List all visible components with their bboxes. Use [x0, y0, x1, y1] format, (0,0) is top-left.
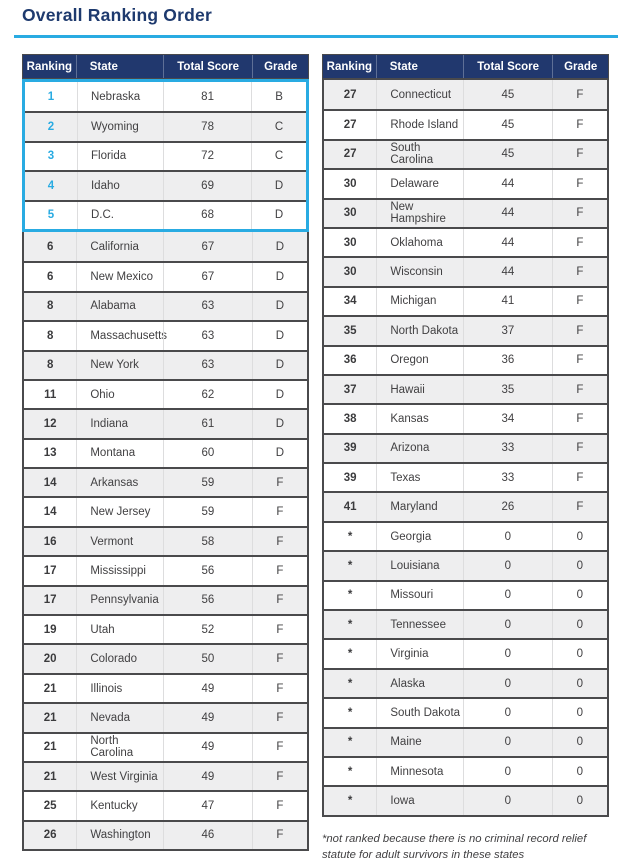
table-row — [24, 732, 307, 761]
state-cell: Arkansas — [76, 469, 163, 496]
rank-cell: 12 — [43, 417, 57, 430]
state-cell: Indiana — [76, 410, 163, 437]
state-cell: Utah — [76, 616, 163, 643]
grade-cell: D — [252, 381, 307, 408]
state-cell: D.C. — [77, 202, 163, 229]
grade-cell: 0 — [552, 611, 607, 638]
score-cell: 63 — [163, 352, 252, 379]
rank-cell: 6 — [46, 240, 54, 253]
state-cell: Vermont — [76, 528, 163, 555]
score-cell: 72 — [163, 143, 251, 170]
grade-cell: F — [552, 229, 607, 256]
table-row — [324, 609, 607, 638]
rank-cell: 35 — [343, 324, 357, 337]
table-row — [25, 82, 306, 111]
rank-cell: * — [347, 736, 353, 749]
rank-cell: 13 — [43, 447, 57, 460]
table-row — [24, 585, 307, 614]
grade-cell: F — [552, 347, 607, 374]
state-cell: New Mexico — [76, 263, 163, 290]
table-row — [324, 168, 607, 197]
rank-cell: 30 — [343, 177, 357, 190]
grade-cell: 0 — [552, 787, 607, 814]
rank-cell: 36 — [343, 354, 357, 367]
table-row — [324, 80, 607, 109]
state-cell: Illinois — [76, 675, 163, 702]
state-cell: Michigan — [376, 288, 463, 315]
ranking-tables — [22, 54, 611, 864]
grade-cell: F — [252, 763, 307, 790]
table-row — [24, 614, 307, 643]
score-cell: 46 — [163, 822, 252, 849]
grade-cell: F — [552, 435, 607, 462]
rank-cell: 21 — [43, 770, 57, 783]
rank-cell: * — [347, 648, 353, 661]
score-cell: 49 — [163, 675, 252, 702]
grade-cell: D — [251, 172, 306, 199]
rank-cell: 27 — [343, 148, 357, 161]
score-cell: 63 — [163, 293, 252, 320]
table-row — [324, 256, 607, 285]
table-header-right — [322, 54, 609, 79]
state-cell: North Carolina — [76, 734, 163, 761]
header-cell-grade: Grade — [252, 55, 308, 78]
state-cell: Washington — [76, 822, 163, 849]
top-five-highlight-body — [22, 79, 309, 232]
rank-cell: 19 — [43, 623, 57, 636]
rank-cell: 6 — [46, 271, 54, 284]
score-cell: 63 — [163, 322, 252, 349]
table-row — [324, 785, 607, 814]
score-cell: 45 — [463, 80, 552, 109]
rank-cell: 17 — [43, 564, 57, 577]
score-cell: 59 — [163, 498, 252, 525]
rank-cell: 11 — [44, 388, 57, 401]
score-cell: 36 — [463, 347, 552, 374]
state-cell: Wyoming — [77, 113, 163, 140]
rank-cell: 14 — [43, 476, 57, 489]
state-cell: Maine — [376, 729, 463, 756]
score-cell: 81 — [163, 82, 251, 111]
table-body-left — [22, 232, 309, 851]
table-row — [24, 379, 307, 408]
score-cell: 0 — [463, 552, 552, 579]
rank-cell: 8 — [46, 329, 54, 342]
rank-cell: 16 — [43, 535, 57, 548]
header-cell-total-score: Total Score — [163, 55, 252, 78]
table-row — [24, 232, 307, 261]
score-cell: 49 — [163, 704, 252, 731]
rank-cell: 14 — [43, 506, 57, 519]
score-cell: 0 — [463, 729, 552, 756]
state-cell: South Dakota — [376, 699, 463, 726]
state-cell: Delaware — [376, 170, 463, 197]
score-cell: 44 — [463, 229, 552, 256]
table-row — [324, 697, 607, 726]
score-cell: 49 — [163, 734, 252, 761]
table-row — [24, 496, 307, 525]
grade-cell: F — [552, 317, 607, 344]
score-cell: 0 — [463, 787, 552, 814]
grade-cell: F — [552, 376, 607, 403]
score-cell: 61 — [163, 410, 252, 437]
score-cell: 45 — [463, 141, 552, 168]
table-row — [324, 550, 607, 579]
grade-cell: C — [251, 143, 306, 170]
score-cell: 41 — [463, 288, 552, 315]
table-row — [24, 761, 307, 790]
state-cell: Nebraska — [77, 82, 163, 111]
state-cell: Kentucky — [76, 792, 163, 819]
rank-cell: * — [347, 795, 353, 808]
score-cell: 50 — [163, 645, 252, 672]
state-cell: Arizona — [376, 435, 463, 462]
state-cell: West Virginia — [76, 763, 163, 790]
state-cell: Louisiana — [376, 552, 463, 579]
state-cell: Massachusetts — [76, 322, 163, 349]
rank-cell: 5 — [47, 209, 55, 222]
rank-cell: 26 — [43, 829, 57, 842]
grade-cell: F — [552, 200, 607, 227]
rank-cell: 8 — [46, 300, 54, 313]
grade-cell: 0 — [552, 699, 607, 726]
state-cell: Florida — [77, 143, 163, 170]
grade-cell: D — [252, 440, 307, 467]
grade-cell: D — [251, 202, 306, 229]
rank-cell: 27 — [343, 119, 357, 132]
state-cell: Connecticut — [376, 80, 463, 109]
score-cell: 60 — [163, 440, 252, 467]
state-cell: Georgia — [376, 523, 463, 550]
grade-cell: D — [252, 352, 307, 379]
state-cell: Mississippi — [76, 557, 163, 584]
header-cell-total-score: Total Score — [463, 55, 552, 78]
rank-cell: 17 — [43, 594, 57, 607]
score-cell: 56 — [163, 587, 252, 614]
table-row — [24, 555, 307, 584]
state-cell: California — [76, 232, 163, 261]
header-cell-state: State — [376, 55, 463, 78]
grade-cell: F — [252, 557, 307, 584]
table-body-right — [322, 79, 609, 817]
table-row — [324, 727, 607, 756]
score-cell: 44 — [463, 170, 552, 197]
table-row — [324, 198, 607, 227]
rank-cell: 25 — [43, 800, 57, 813]
score-cell: 44 — [463, 258, 552, 285]
state-cell: Maryland — [376, 493, 463, 520]
state-cell: Iowa — [376, 787, 463, 814]
grade-cell: D — [252, 410, 307, 437]
score-cell: 33 — [463, 435, 552, 462]
score-cell: 67 — [163, 263, 252, 290]
grade-cell: 0 — [552, 670, 607, 697]
title-divider — [14, 35, 618, 38]
score-cell: 26 — [463, 493, 552, 520]
rank-cell: * — [347, 618, 353, 631]
state-cell: Minnesota — [376, 758, 463, 785]
state-cell: Colorado — [76, 645, 163, 672]
table-row — [24, 320, 307, 349]
grade-cell: F — [252, 528, 307, 555]
table-row — [324, 462, 607, 491]
state-cell: New Jersey — [76, 498, 163, 525]
state-cell: Pennsylvania — [76, 587, 163, 614]
table-row — [24, 820, 307, 849]
rank-cell: 41 — [343, 501, 357, 514]
grade-cell: F — [252, 734, 307, 761]
grade-cell: 0 — [552, 523, 607, 550]
state-cell: South Carolina — [376, 141, 463, 168]
table-row — [24, 643, 307, 672]
grade-cell: F — [252, 675, 307, 702]
score-cell: 68 — [163, 202, 251, 229]
score-cell: 52 — [163, 616, 252, 643]
grade-cell: B — [251, 82, 306, 111]
rank-cell: 8 — [46, 359, 54, 372]
header-cell-grade: Grade — [552, 55, 608, 78]
state-cell: Missouri — [376, 582, 463, 609]
grade-cell: D — [252, 322, 307, 349]
rank-cell: * — [347, 677, 353, 690]
footnote: *not ranked because there is no criminal record relief statute for adult survivors in these states — [322, 832, 587, 862]
grade-cell: C — [251, 113, 306, 140]
state-cell: Texas — [376, 464, 463, 491]
table-row — [25, 141, 306, 170]
table-row — [24, 291, 307, 320]
state-cell: Oklahoma — [376, 229, 463, 256]
rank-cell: 27 — [343, 88, 357, 101]
rank-cell: 30 — [343, 236, 357, 249]
grade-cell: F — [552, 464, 607, 491]
table-row — [324, 521, 607, 550]
grade-cell: F — [552, 170, 607, 197]
grade-cell: F — [252, 704, 307, 731]
table-row — [324, 345, 607, 374]
state-cell: Tennessee — [376, 611, 463, 638]
grade-cell: F — [552, 288, 607, 315]
rank-cell: 21 — [43, 741, 57, 754]
grade-cell: 0 — [552, 552, 607, 579]
grade-cell: D — [252, 232, 307, 261]
grade-cell: F — [552, 258, 607, 285]
rank-cell: 2 — [47, 121, 55, 134]
grade-cell: F — [252, 616, 307, 643]
table-header-left — [22, 54, 309, 79]
table-row — [324, 227, 607, 256]
score-cell: 45 — [463, 111, 552, 138]
state-cell: Idaho — [77, 172, 163, 199]
grade-cell: F — [552, 80, 607, 109]
rank-cell: 1 — [47, 90, 55, 103]
score-cell: 59 — [163, 469, 252, 496]
rank-cell: 38 — [343, 412, 357, 425]
score-cell: 0 — [463, 582, 552, 609]
score-cell: 58 — [163, 528, 252, 555]
score-cell: 35 — [463, 376, 552, 403]
grade-cell: D — [252, 263, 307, 290]
grade-cell: F — [552, 111, 607, 138]
rank-cell: * — [347, 559, 353, 572]
state-cell: New York — [76, 352, 163, 379]
state-cell: Ohio — [76, 381, 163, 408]
table-row — [324, 756, 607, 785]
grade-cell: F — [552, 493, 607, 520]
state-cell: Oregon — [376, 347, 463, 374]
score-cell: 47 — [163, 792, 252, 819]
rank-cell: * — [347, 706, 353, 719]
score-cell: 62 — [163, 381, 252, 408]
ranking-table-left — [22, 54, 309, 864]
score-cell: 0 — [463, 523, 552, 550]
grade-cell: F — [252, 792, 307, 819]
score-cell: 33 — [463, 464, 552, 491]
ranking-table-right — [322, 54, 609, 864]
table-row — [324, 403, 607, 432]
score-cell: 37 — [463, 317, 552, 344]
rank-cell: 34 — [343, 295, 357, 308]
score-cell: 0 — [463, 670, 552, 697]
rank-cell: 30 — [343, 266, 357, 279]
grade-cell: 0 — [552, 758, 607, 785]
score-cell: 44 — [463, 200, 552, 227]
rank-cell: 20 — [43, 653, 57, 666]
table-row — [324, 109, 607, 138]
table-row — [324, 374, 607, 403]
table-row — [24, 438, 307, 467]
score-cell: 0 — [463, 640, 552, 667]
grade-cell: F — [252, 822, 307, 849]
rank-cell: 39 — [343, 471, 357, 484]
rank-cell: 30 — [343, 207, 357, 220]
state-cell: Wisconsin — [376, 258, 463, 285]
state-cell: Hawaii — [376, 376, 463, 403]
table-row — [25, 200, 306, 229]
grade-cell: F — [552, 405, 607, 432]
rank-cell: 3 — [47, 150, 55, 163]
rank-cell: * — [347, 765, 353, 778]
grade-cell: F — [252, 469, 307, 496]
header-cell-state: State — [76, 55, 163, 78]
score-cell: 34 — [463, 405, 552, 432]
score-cell: 56 — [163, 557, 252, 584]
state-cell: Rhode Island — [376, 111, 463, 138]
table-row — [24, 261, 307, 290]
state-cell: Alabama — [76, 293, 163, 320]
rank-cell: 21 — [43, 682, 57, 695]
score-cell: 0 — [463, 699, 552, 726]
rank-cell: * — [347, 530, 353, 543]
table-row — [24, 673, 307, 702]
score-cell: 67 — [163, 232, 252, 261]
page-title: Overall Ranking Order — [22, 5, 212, 25]
grade-cell: 0 — [552, 729, 607, 756]
grade-cell: 0 — [552, 640, 607, 667]
state-cell: Montana — [76, 440, 163, 467]
state-cell: Virginia — [376, 640, 463, 667]
table-row — [324, 491, 607, 520]
state-cell: Kansas — [376, 405, 463, 432]
table-row — [24, 408, 307, 437]
score-cell: 78 — [163, 113, 251, 140]
grade-cell: 0 — [552, 582, 607, 609]
table-row — [24, 467, 307, 496]
table-row — [324, 286, 607, 315]
rank-cell: * — [347, 589, 353, 602]
rank-cell: 21 — [43, 711, 57, 724]
table-row — [324, 580, 607, 609]
rank-cell: 37 — [343, 383, 357, 396]
table-row — [324, 433, 607, 462]
rank-cell: 39 — [343, 442, 357, 455]
state-cell: Alaska — [376, 670, 463, 697]
table-row — [24, 702, 307, 731]
grade-cell: F — [252, 645, 307, 672]
score-cell: 49 — [163, 763, 252, 790]
grade-cell: D — [252, 293, 307, 320]
table-row — [24, 526, 307, 555]
grade-cell: F — [252, 498, 307, 525]
table-row — [24, 790, 307, 819]
table-row — [24, 350, 307, 379]
rank-cell: 4 — [47, 179, 55, 192]
table-row — [25, 111, 306, 140]
score-cell: 69 — [163, 172, 251, 199]
state-cell: New Hampshire — [376, 200, 463, 227]
grade-cell: F — [552, 141, 607, 168]
table-row — [324, 638, 607, 667]
table-row — [324, 139, 607, 168]
table-row — [324, 315, 607, 344]
table-row — [324, 668, 607, 697]
header-cell-ranking: Ranking — [326, 60, 373, 73]
state-cell: North Dakota — [376, 317, 463, 344]
score-cell: 0 — [463, 758, 552, 785]
grade-cell: F — [252, 587, 307, 614]
header-cell-ranking: Ranking — [26, 60, 73, 73]
state-cell: Nevada — [76, 704, 163, 731]
score-cell: 0 — [463, 611, 552, 638]
table-row — [25, 170, 306, 199]
